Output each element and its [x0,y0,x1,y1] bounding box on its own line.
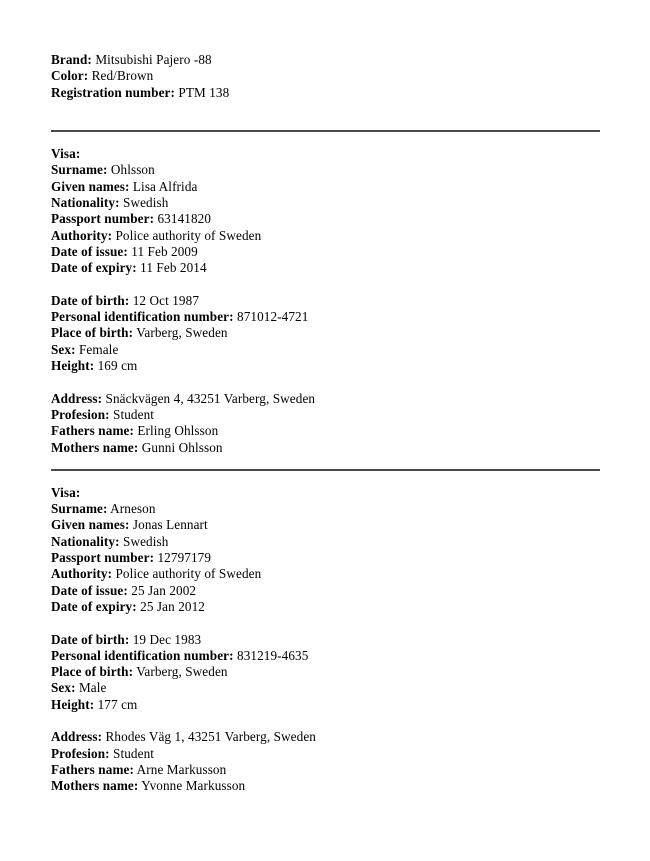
field-row [51,534,600,550]
field-value: Rhodes Väg 1, 43251 Varberg, Sweden [105,729,316,745]
field-label: Brand: [51,52,92,67]
field-label: Date of issue: [51,243,128,259]
field-value: Mitsubishi Pajero -88 [95,52,212,67]
field-label: Color: [51,68,89,84]
field-value: 63141820 [157,211,212,227]
field-value: Snäckvägen 4, 43251 Varberg, Sweden [105,390,316,406]
field-value: Varberg, Sweden [136,664,228,680]
field-value: 177 cm [97,696,138,712]
field-value: Erling Ohlsson [137,423,219,439]
field-value: PTM 138 [178,84,230,100]
person-1-contact-section [51,391,600,456]
field-row [51,697,600,713]
field-value: Swedish [123,533,169,549]
field-row [51,440,600,456]
field-label: Nationality: [51,533,120,549]
vehicle-section [51,52,600,101]
field-label: Profesion: [51,406,110,422]
field-label: Date of expiry: [51,260,137,276]
section-divider [51,130,600,132]
field-row [51,583,600,599]
field-row [51,85,600,101]
field-label: Authority: [51,227,113,243]
field-row [51,517,600,533]
field-label: Sex: [51,680,76,696]
field-value: Ohlsson [110,162,155,178]
field-label: Fathers name: [51,423,134,439]
field-label: Authority: [51,566,113,582]
section-divider-1-wrap [51,117,600,146]
field-label: Sex: [51,341,76,357]
field-label: Given names: [51,517,130,533]
person-2-contact-section [51,729,600,794]
field-row [51,680,600,696]
field-label: Given names: [51,178,130,194]
field-label: Date of birth: [51,631,130,647]
field-label: Passport number: [51,211,155,227]
field-value: Police authority of Sweden [115,227,262,243]
field-row [51,293,600,309]
visa-heading [51,146,600,162]
field-row [51,195,600,211]
field-row [51,501,600,517]
field-value: Police authority of Sweden [115,566,262,582]
field-row [51,566,600,582]
field-value: 831219-4635 [237,647,309,663]
field-label: Date of expiry: [51,598,137,614]
field-row [51,729,600,745]
field-value: 12 Oct 1987 [132,292,200,308]
field-label: Personal identification number: [51,647,234,663]
field-value: Student [113,745,155,761]
person-2-identity-section [51,632,600,713]
field-value: Student [113,406,155,422]
field-value: Male [78,680,107,696]
visa-heading-label: Visa: [51,484,81,500]
field-row [51,179,600,195]
field-row [51,68,600,84]
field-row [51,423,600,439]
field-label: Nationality: [51,195,120,211]
field-value: 25 Jan 2002 [131,582,197,598]
field-value: Yvonne Markusson [141,778,246,794]
field-row [51,260,600,276]
field-value: 11 Feb 2009 [131,243,198,259]
field-row [51,648,600,664]
field-row [51,550,600,566]
section-divider-2-wrap [51,456,600,485]
field-label: Surname: [51,501,108,517]
field-label: Place of birth: [51,325,134,341]
field-label: Surname: [51,162,108,178]
field-label: Date of birth: [51,292,130,308]
field-value: 12797179 [157,550,212,566]
field-label: Height: [51,696,95,712]
field-row [51,599,600,615]
field-row [51,358,600,374]
person-1-visa-section [51,146,600,276]
field-value: Swedish [123,195,169,211]
field-row [51,632,600,648]
field-value: Female [78,341,119,357]
field-value: 19 Dec 1983 [132,631,202,647]
field-label: Registration number: [51,84,175,100]
field-label: Passport number: [51,550,155,566]
field-row [51,325,600,341]
person-1-identity-section [51,293,600,374]
field-value: Varberg, Sweden [136,325,228,341]
field-row [51,162,600,178]
field-row [51,52,600,68]
field-value: Arne Markusson [136,761,227,777]
field-row [51,407,600,423]
visa-heading-label: Visa: [51,146,81,162]
field-row [51,244,600,260]
field-label: Height: [51,358,95,374]
field-value: Arneson [110,501,156,517]
field-row [51,309,600,325]
field-value: Red/Brown [91,68,154,84]
visa-heading [51,485,600,501]
section-divider [51,469,600,471]
field-label: Mothers name: [51,778,139,794]
field-row [51,664,600,680]
field-value: Jonas Lennart [132,517,208,533]
field-label: Mothers name: [51,439,139,455]
field-label: Place of birth: [51,664,134,680]
field-value: 871012-4721 [237,309,309,325]
person-2-visa-section [51,485,600,615]
field-row [51,391,600,407]
field-label: Address: [51,390,103,406]
field-row [51,342,600,358]
field-row [51,762,600,778]
field-row [51,228,600,244]
field-row [51,211,600,227]
field-value: Lisa Alfrida [132,178,198,194]
field-row [51,778,600,794]
field-label: Date of issue: [51,582,128,598]
field-value: Gunni Ohlsson [141,439,223,455]
field-label: Fathers name: [51,761,134,777]
field-value: 11 Feb 2014 [140,260,207,276]
field-label: Address: [51,729,103,745]
field-value: 169 cm [97,358,138,374]
field-value: 25 Jan 2012 [140,598,205,614]
field-label: Profesion: [51,745,110,761]
field-row [51,746,600,762]
field-label: Personal identification number: [51,309,234,325]
